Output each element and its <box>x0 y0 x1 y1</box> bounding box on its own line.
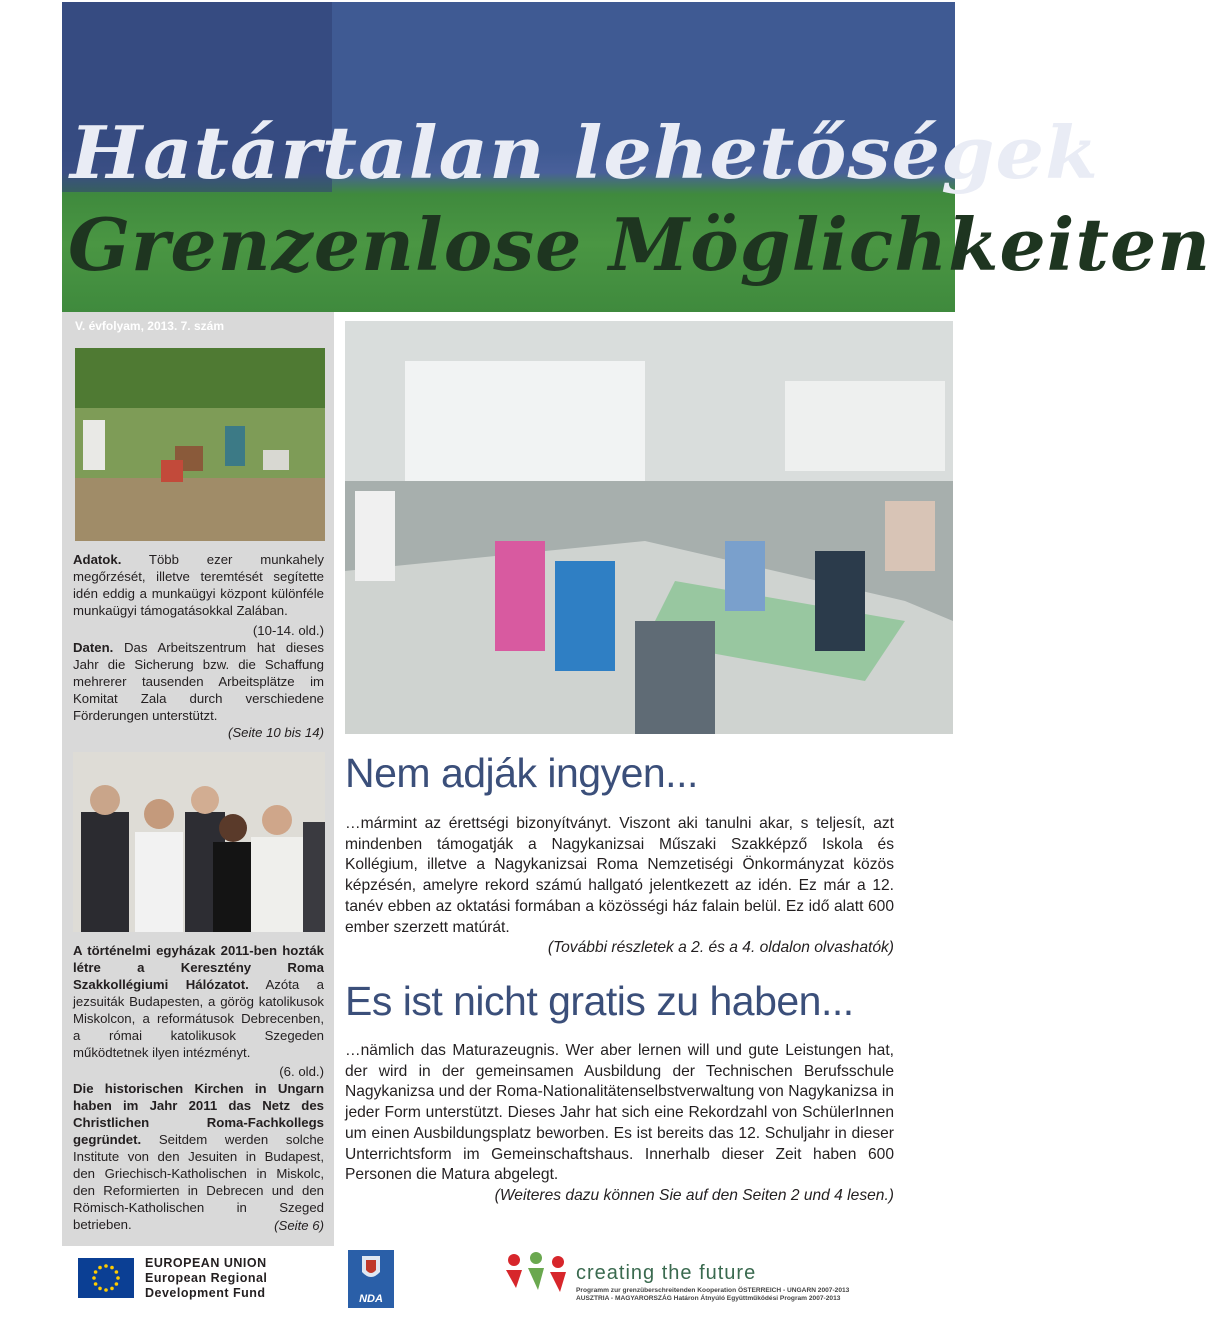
article-de-heading: Es ist nicht gratis zu haben... <box>345 978 854 1024</box>
eu-label-line3: Development Fund <box>145 1286 266 1300</box>
sidebar-block1-de-text: Das Arbeitszentrum hat dieses Jahr die Sicherung bzw. die Schaffung mehrerer tausenden Arbeitsplätze im Komitat Zala durch verschiedene Förderungen unterstützt. <box>73 640 324 723</box>
sidebar-block1-hu <box>73 551 324 619</box>
sidebar-block2-de-text: Seitdem werden solche Institute von den Jesuiten in Budapest, den Griechisch-Katholischen in Miskolc, den Reformierten in Debrecen und den Römisch-Katholischen in Szeged betrieben. <box>73 1132 324 1232</box>
photo-classroom <box>345 321 953 734</box>
masthead-banner <box>62 2 1211 312</box>
eu-flag-icon <box>78 1258 134 1298</box>
nda-label: NDA <box>359 1293 383 1305</box>
sidebar-block2-de <box>73 1080 324 1233</box>
sidebar-block2-hu-bold: A történelmi egyházak 2011-ben hozták létre a Keresztény Roma Szakkollégiumi Hálózatot. <box>73 943 324 992</box>
article-de-text: …nämlich das Maturazeugnis. Wer aber lernen will und gute Leistungen hat, der wird in der gemeinsamen Ausbildung der Technischen Berufsschule Nagykanizsa und der Roma-Nationalitätenselbstverwaltung von Nagykanizsa in jeder Form unterstützt. Dieses Jahr hat sich eine Rekordzahl von SchülerInnen um einen Ausbildungsplatz beworben. Es ist bereits das 12. Schuljahr in dieser Unterrichtsform im Gemeinschaftshaus. Innerhalb dieser Zeit haben 600 Personen die Matura abgelegt. <box>345 1042 894 1184</box>
sidebar-block2-hu-text: Azóta a jezsuiták Budapesten, a görög katolikusok Miskolcon, a reformátusok Debrecenben, a római katolikusok Szegeden működtetnek ilyen intézményt. <box>73 977 324 1060</box>
photo-church-leaders <box>73 752 325 932</box>
issue-label: V. évfolyam, 2013. 7. szám <box>75 319 224 333</box>
sidebar-block1-hu-ref: (10-14. old.) <box>252 623 324 638</box>
photo-classroom-illustration <box>345 321 953 734</box>
article-hu-body <box>345 814 894 959</box>
ctf-line1: Programm zur grenzüberschreitenden Kooperation ÖSTERREICH - UNGARN 2007-2013 <box>576 1287 850 1294</box>
sidebar-block2-de-bold: Die historischen Kirchen in Ungarn haben im Jahr 2011 das Netz des Christlichen Roma-Fachkollegs gegründet. <box>73 1081 324 1147</box>
article-hu-more: (További részletek a 2. és a 4. oldalon olvashatók) <box>547 939 894 957</box>
ctf-line2: AUSZTRIA - MAGYARORSZÁG Határon Átnyúló Együttműködési Program 2007-2013 <box>576 1295 841 1302</box>
sidebar-block2-de-ref: (Seite 6) <box>274 1218 324 1233</box>
eu-label-line1: EUROPEAN UNION <box>145 1256 267 1270</box>
nda-crest-icon <box>348 1250 394 1290</box>
sidebar-block2-hu <box>73 942 324 1061</box>
sidebar-block1-hu-text: Több ezer munkahely megőrzését, illetve teremtését segítette idén eddig a munkaügyi központ különféle munkaügyi támogatásokkal Zalában. <box>73 552 324 618</box>
photo-field-workers <box>75 348 325 541</box>
photo-church-illustration <box>73 752 325 932</box>
sidebar-block1-hu-bold: Adatok. <box>73 552 122 567</box>
photo-field-illustration <box>75 348 325 541</box>
article-hu-heading: Nem adják ingyen... <box>345 750 698 796</box>
eu-stars-icon <box>78 1258 134 1298</box>
eu-fund-label <box>145 1256 267 1301</box>
sidebar-block2-hu-ref: (6. old.) <box>279 1064 324 1079</box>
eu-label-line2: European Regional <box>145 1271 268 1285</box>
article-de-body <box>345 1041 894 1207</box>
masthead-title-hu: Határtalan lehetőségek <box>70 110 1100 195</box>
ctf-title: creating the future <box>576 1262 757 1284</box>
masthead-title-de: Grenzenlose Möglichkeiten <box>68 202 1211 287</box>
article-hu-text: …mármint az érettségi bizonyítványt. Viszont aki tanulni akar, s teljesít, azt mindenben támogatják a Nagykanizsai Műszaki Szakképző Iskola és Kollégium, illetve a Nagykanizsai Roma Nemzetiségi Önkormányzat közös képzésén, amelyre rekord számú hallgató jelentkezett az idén. Ez már a 12. tanév ebben az oktatási formában a közösségi ház falain belül. Ez idő alatt 600 ember szerzett matúrát. <box>345 815 894 936</box>
sidebar-block1-de-ref: (Seite 10 bis 14) <box>227 725 324 740</box>
sidebar-block1-de <box>73 639 324 724</box>
ctf-program-text <box>576 1287 849 1303</box>
article-de-more: (Weiteres dazu können Sie auf den Seiten 2 und 4 lesen.) <box>494 1186 894 1204</box>
creating-the-future-logo-icon <box>502 1248 570 1306</box>
ctf-figures-icon <box>502 1248 570 1306</box>
sidebar-block1-de-bold: Daten. <box>73 640 114 655</box>
nda-logo <box>348 1250 394 1308</box>
